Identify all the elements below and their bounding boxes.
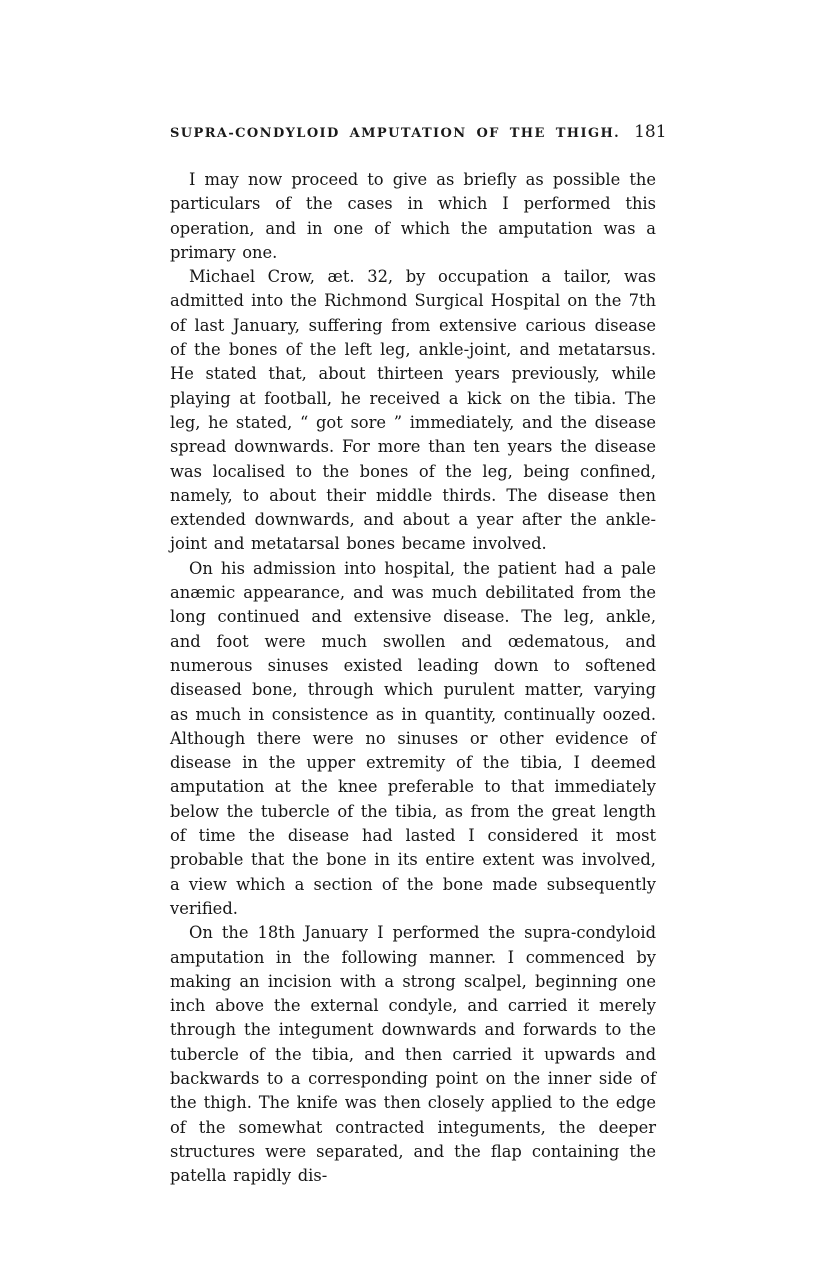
paragraph-admission: On his admission into hospital, the patient had a pale anæmic appearance, and was much debilitated from the long continued and extensive disease. The leg, ankle, and foot were much swollen and œdematous, and numerous sinuses existed leading down to softened diseased bone, through which purulent matter, varying as much in consistence as in quantity, continually oozed. Although there were no sinuses or other evidence of disease in the upper extremity of the tibia, I deemed amputation at the knee preferable to that immediately below the tubercle of the tibia, as from the great length of time the disease had lasted I considered it most probable that the bone in its entire extent was involved, a view which a section of the bone made subsequently verified. [170,558,656,918]
paragraph-case-history: Michael Crow, æt. 32, by occupation a tailor, was admitted into the Richmond Surgical Hospital on the 7th of last January, suffering from extensive carious disease of the bones of the left leg, ankle-joint, and metatarsus. He stated that, about thirteen years previously, while playing at football, he received a kick on the tibia. The leg, he stated, “ got sore ” immediately, and the disease spread downwards. For more than ten years the disease was localised to the bones of the leg, being confined, namely, to about their middle thirds. The disease then extended downwards, and about a year after the ankle-joint and metatarsal bones became involved. [170,267,656,554]
paragraph-intro: I may now proceed to give as briefly as possible the particulars of the cases in which I performed this operation, and in one of which the amputation was a primary one. [170,170,656,262]
page-header [170,122,667,142]
page-body [170,168,656,1188]
page-number: 181 [634,122,667,142]
paragraph-operation: On the 18th January I performed the supra-condyloid amputation in the following manner. I commenced by making an incision with a strong scalpel, beginning one inch above the external condyle, and carried it merely through the integument downwards and forwards to the tubercle of the tibia, and then carried it upwards and backwards to a corresponding point on the inner side of the thigh. The knife was then closely applied to the edge of the somewhat contracted integuments, the deeper structures were separated, and the flap containing the patella rapidly dis- [170,923,656,1186]
running-title: SUPRA-CONDYLOID AMPUTATION OF THE THIGH. [170,126,621,141]
